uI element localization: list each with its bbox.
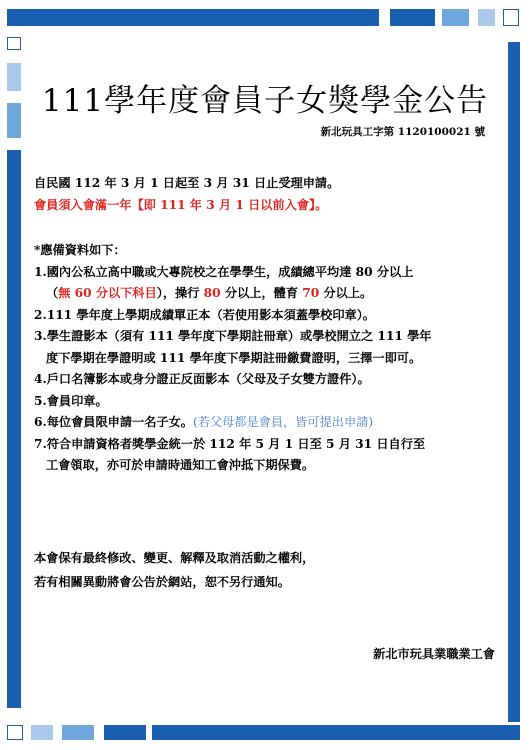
requirement-item-1: 1.國內公私立高中職或大專院校之在學學生，成績總平均達 80 分以上 xyxy=(34,264,414,279)
top-border-square xyxy=(503,9,519,26)
intro-section xyxy=(34,173,504,216)
blue-note: (若父母都是會員，皆可提出申請) xyxy=(192,415,374,429)
notice-section xyxy=(34,546,504,594)
bottom-border-square xyxy=(7,725,23,740)
text-span: 6.每位會員限申請一名子女。 xyxy=(34,415,193,429)
requirement-item-4: 4.戶口名簿影本或身分證正反面影本（父母及子女雙方證件）。 xyxy=(34,372,370,386)
top-border-square xyxy=(478,9,495,26)
text-span: 分以上，體育 xyxy=(220,286,303,300)
bottom-border-square xyxy=(31,725,53,740)
union-signature: 新北市玩具業職業工會 xyxy=(373,647,495,661)
top-border-square xyxy=(390,9,435,26)
page-title: 111學年度會員子女獎學金公告 xyxy=(41,83,489,119)
requirements-section xyxy=(34,240,504,477)
left-border-bar xyxy=(7,150,21,708)
bottom-border-square xyxy=(104,725,146,740)
requirement-item-5: 5.會員印章。 xyxy=(34,393,108,408)
left-border-square xyxy=(7,37,21,50)
membership-requirement-text: 會員須入會滿一年【即 111 年 3 月 1 日以前入會】。 xyxy=(34,197,328,212)
red-highlight: 80 xyxy=(203,286,221,300)
requirement-item-6 xyxy=(34,412,504,434)
requirement-item-7: 7.符合申請資格者獎學金統一於 112 年 5 月 1 日至 5 月 31 日自行至 xyxy=(34,436,426,451)
text-span: （ xyxy=(46,286,59,300)
red-highlight: 70 xyxy=(302,286,320,300)
right-border-bar xyxy=(508,42,520,722)
red-highlight: 無 60 分以下科目 xyxy=(58,286,157,300)
top-border-bar xyxy=(7,9,379,26)
text-span: ），操行 xyxy=(156,286,204,300)
notice-line: 若有相關異動將會公告於網站，恕不另行通知。 xyxy=(34,575,290,589)
requirement-item-7-cont: 工會領取，亦可於申請時通知工會沖抵下期保費。 xyxy=(46,458,315,472)
bottom-border-square xyxy=(62,725,94,740)
requirement-item-1-cont xyxy=(34,283,504,305)
requirement-item-2: 2.111 學年度上學期成績單正本（若使用影本須蓋學校印章）。 xyxy=(34,307,375,322)
application-period-text: 自民國 112 年 3 月 1 日起至 3 月 31 日止受理申請。 xyxy=(34,176,340,190)
requirements-heading: *應備資料如下： xyxy=(34,243,126,257)
notice-line: 本會保有最終修改、變更、解釋及取消活動之權利， xyxy=(34,551,315,565)
top-border-square xyxy=(442,9,469,26)
requirement-item-3: 3.學生證影本（須有 111 學年度下學期註冊章）或學校開立之 111 學年 xyxy=(34,329,432,343)
document-number: 新北玩具工字第 1120100021 號 xyxy=(320,126,485,138)
bottom-border-bar xyxy=(152,725,520,740)
text-span: 分以上。 xyxy=(319,286,373,300)
requirement-item-3-cont: 度下學期在學證明或 111 學年度下學期註冊繳費證明，三擇一即可。 xyxy=(46,350,422,365)
